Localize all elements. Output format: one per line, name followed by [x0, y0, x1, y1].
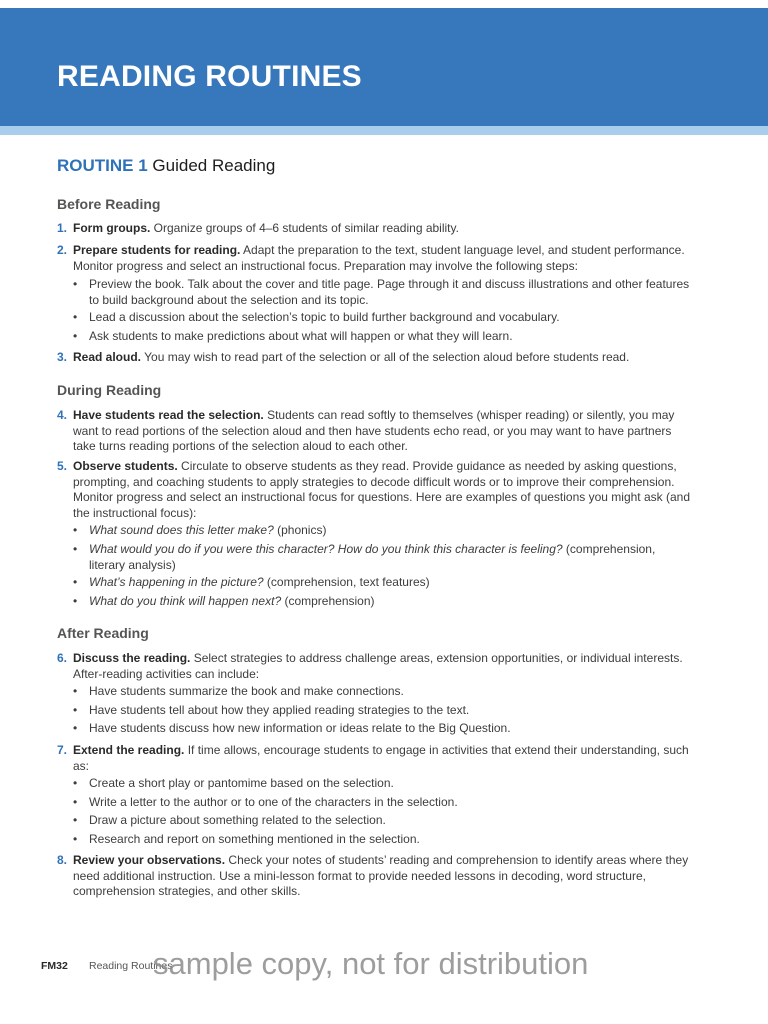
bullet-item: • Ask students to make predictions about what will happen or what they will learn.: [73, 329, 513, 343]
footer-label: Reading Routines: [89, 960, 173, 972]
item-lead: Read aloud.: [73, 350, 142, 364]
item-lead: Observe students.: [73, 459, 178, 473]
item-number: 3.: [57, 350, 68, 364]
list-item-7: [57, 743, 697, 774]
watermark: sample copy, not for distribution: [153, 946, 589, 981]
section-heading-during: During Reading: [57, 382, 162, 398]
bullet-item: • What sound does this letter make? (phonics): [73, 523, 327, 537]
list-item-6: [57, 651, 697, 682]
section-heading-before: Before Reading: [57, 196, 161, 212]
item-text: Adapt the preparation to the text, student language level, and student performance. Monitor progress and select an instructional focus. Preparation may involve the following steps:: [73, 243, 685, 273]
bullet-item: • What do you think will happen next? (comprehension): [73, 594, 375, 608]
bullet-item: • Write a letter to the author or to one of the characters in the selection.: [73, 795, 458, 809]
list-item-3: [57, 350, 697, 366]
bullet-item: • Lead a discussion about the selection’s topic to build further background and vocabulary.: [73, 310, 560, 324]
bullet-item: • Research and report on something mentioned in the selection.: [73, 832, 420, 846]
item-text: You may wish to read part of the selection or all of the selection aloud before students read.: [141, 350, 630, 364]
item-number: 4.: [57, 408, 68, 422]
list-item-2: [57, 243, 697, 274]
list-item-1: [57, 221, 697, 237]
bullet-item: • Have students summarize the book and make connections.: [73, 684, 404, 698]
bullet-item: • What would you do if you were this character? How do you think this character is feeling? (comprehension, literary analysis): [73, 542, 656, 572]
item-lead: Prepare students for reading.: [73, 243, 241, 257]
header-stripe: [0, 126, 768, 135]
footer-page-code: FM32: [41, 960, 68, 972]
bullet-item: • Have students discuss how new information or ideas relate to the Big Question.: [73, 721, 511, 735]
list-item-4: [57, 408, 697, 455]
bullet-item: • Preview the book. Talk about the cover and title page. Page through it and discuss illustrations and other features to build background about the selection and its topic.: [73, 277, 690, 307]
item-lead: Review your observations.: [73, 853, 226, 867]
list-item-8: [57, 853, 697, 900]
item-lead: Form groups.: [73, 221, 151, 235]
item-number: 5.: [57, 459, 68, 473]
item-number: 2.: [57, 243, 68, 257]
item-text: If time allows, encourage students to engage in activities that extend their understanding, such as:: [73, 743, 689, 773]
item-lead: Discuss the reading.: [73, 651, 191, 665]
item-text: Circulate to observe students as they read. Provide guidance as needed by asking questions, prompting, and coaching students to apply strategies to decode difficult words or to improve their comprehension. Monitor progress and select an instructional focus for questions. Here are examples of questions you might ask (and the instructional focus):: [73, 459, 690, 520]
item-lead: Extend the reading.: [73, 743, 185, 757]
item-lead: Have students read the selection.: [73, 408, 264, 422]
routine-title: [57, 156, 275, 176]
bullet-item: • Have students tell about how they applied reading strategies to the text.: [73, 703, 470, 717]
item-text: Students can read softly to themselves (whisper reading) or silently, you may want to read portions of the selection aloud and then have students echo read, or you may want to have partners take turns reading portions of the selection aloud to each other.: [73, 408, 675, 453]
list-item-5: [57, 459, 697, 521]
item-number: 8.: [57, 853, 68, 867]
routine-name: Guided Reading: [152, 156, 276, 175]
item-text: Check your notes of students’ reading and comprehension to identify areas where they need additional instruction. Use a mini-lesson format to provide needed lessons in decoding, word structure, comprehension strategies, and other skills.: [73, 853, 689, 898]
item-text: Select strategies to address challenge areas, extension opportunities, or individual interests. After-reading activities can include:: [73, 651, 683, 681]
section-heading-after: After Reading: [57, 625, 149, 641]
bullet-item: • What’s happening in the picture? (comprehension, text features): [73, 575, 430, 589]
item-number: 7.: [57, 743, 68, 757]
page-title: READING ROUTINES: [57, 60, 362, 93]
bullet-item: • Draw a picture about something related to the selection.: [73, 813, 386, 827]
item-number: 1.: [57, 221, 68, 235]
routine-number: ROUTINE 1: [57, 156, 148, 175]
bullet-item: • Create a short play or pantomime based on the selection.: [73, 776, 394, 790]
item-number: 6.: [57, 651, 68, 665]
item-text: Organize groups of 4–6 students of similar reading ability.: [150, 221, 459, 235]
